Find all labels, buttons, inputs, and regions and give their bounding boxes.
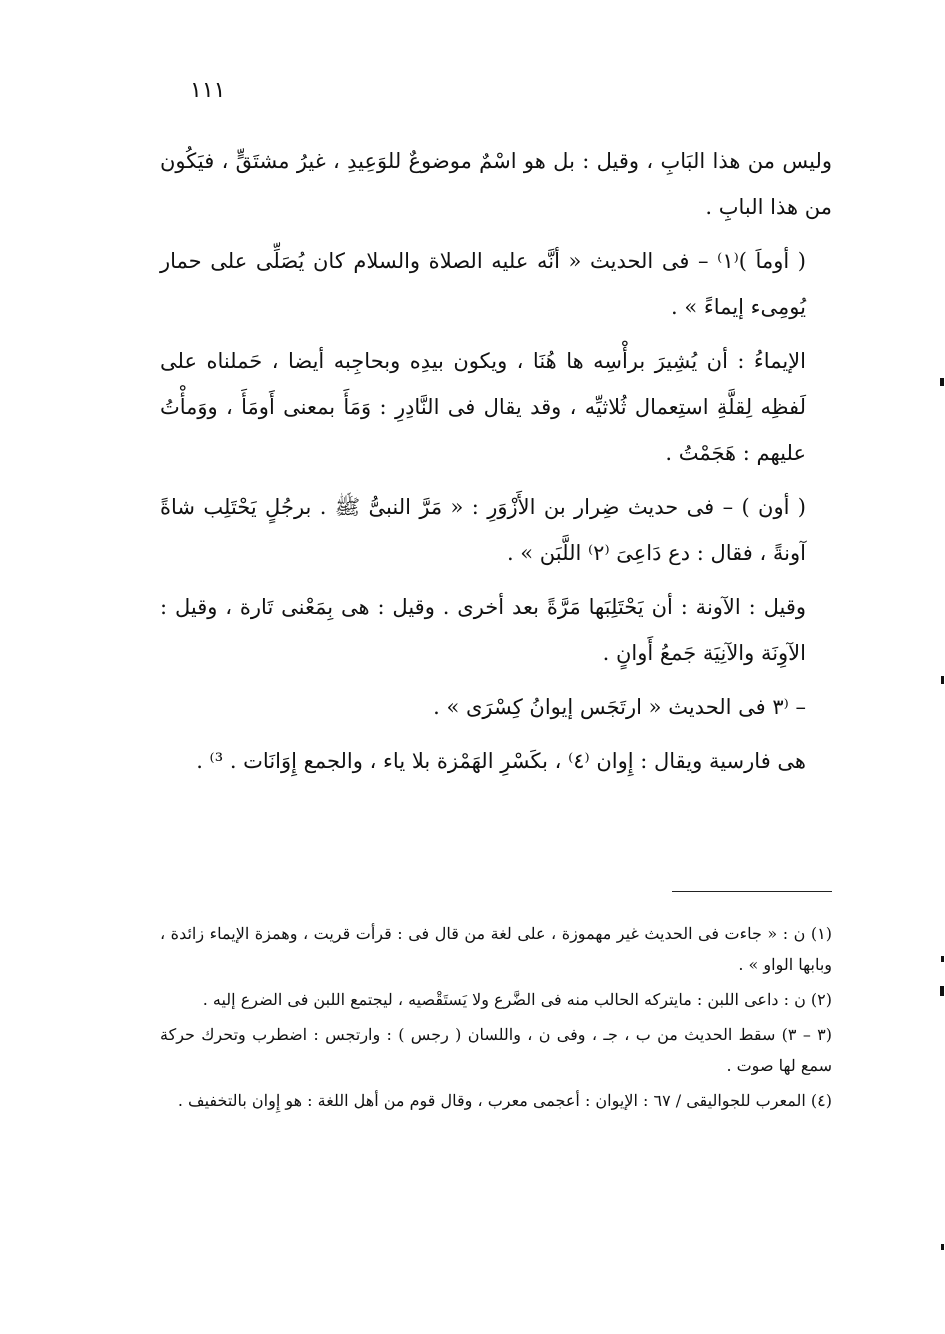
footnote-2: (٢) ن : داعى اللبن : مايتركه الحالب منه فى الضَّرع ولا يَستَقْصيه ، ليجتمع اللبن فى الضرع إليه . [202, 990, 832, 1009]
main-text [160, 138, 832, 792]
scan-edge-mark [941, 676, 944, 684]
paragraph-awina: وقيل : الآونة : أن يَحْتَلِبَها مَرَّةً بعد أخرى . وقيل : هى بِمَعْنى تَارة ، وقيل : الآوِنَة والآنِيَة جَمعُ أَوانٍ . [160, 595, 806, 665]
paragraph-iwan-hadith: – ⁽٣ فى الحديث « ارتَجَس إيوانُ كِسْرَى » . [433, 695, 806, 719]
scan-edge-mark [940, 986, 944, 996]
paragraph-iwan: هى فارسية ويقال : إِوان ⁽٤⁾ ، بكَسْرِ الهَمْزة بلا ياء ، والجمع إِوَانَات . ³⁾ . [196, 749, 806, 773]
paragraph-bab: وليس من هذا البَابِ ، وقيل : بل هو اسْمٌ موضوعٌ للوَعِيدِ ، غيرُ مشتَقٍّ ، فيَكُون من هذا البابِ . [160, 149, 832, 219]
footnote-divider [672, 891, 832, 892]
entry-awma: ( أوماَ )⁽١⁾ – فى الحديث « أنَّه عليه الصلاة والسلام كان يُصَلِّى على حمار يُومِىء إيماءً » . [160, 249, 806, 319]
paragraph-imaa: الإيماءُ : أن يُشِيرَ برأْسِه ها هُنَا ، ويكون بيدِه وبحاجِبه أيضا ، حَملناه على لَفظِه لِقلَّةِ استِعمال ثُلاثيِّه ، وقد يقال فى النَّادِرِ : وَمَأَ بمعنى أَومَأَ ، ووَمأْتُ عليهم : هَجَمْتُ . [160, 349, 806, 465]
page-number: ١١١ [190, 78, 226, 103]
scan-edge-mark [940, 378, 944, 386]
scan-edge-mark [941, 1244, 944, 1250]
footnotes [160, 918, 832, 1120]
footnote-4: (٤) المعرب للجواليقى / ٦٧ : الإيوان : أعجمى معرب ، وقال قوم من أهل اللغة : هو إِوان بالتخفيف . [177, 1091, 832, 1110]
scan-edge-mark [941, 956, 944, 962]
footnote-3: (٣ – ٣) سقط الحديث من ب ، جـ ، وفى ن ، واللسان ( رجس ) : وارتجس : اضطرب وتحرك حركة سمع لها صوت . [160, 1025, 832, 1075]
footnote-1: (١) ن : « جاءت فى الحديث غير مهموزة ، على لغة من قال فى : قرأت قريت ، وهمزة الإيماء زائدة ، وبابها الواو » . [160, 924, 832, 974]
entry-awn: ( أون ) – فى حديث ضِرار بن الأَزْوَرِ : « مَرَّ النبىُّ ﷺ . برجُلٍ يَحْتَلِب شاةً آونةً ، فقال : دع دَاعِىَ ⁽٢⁾ اللَّبَن » . [160, 495, 806, 565]
